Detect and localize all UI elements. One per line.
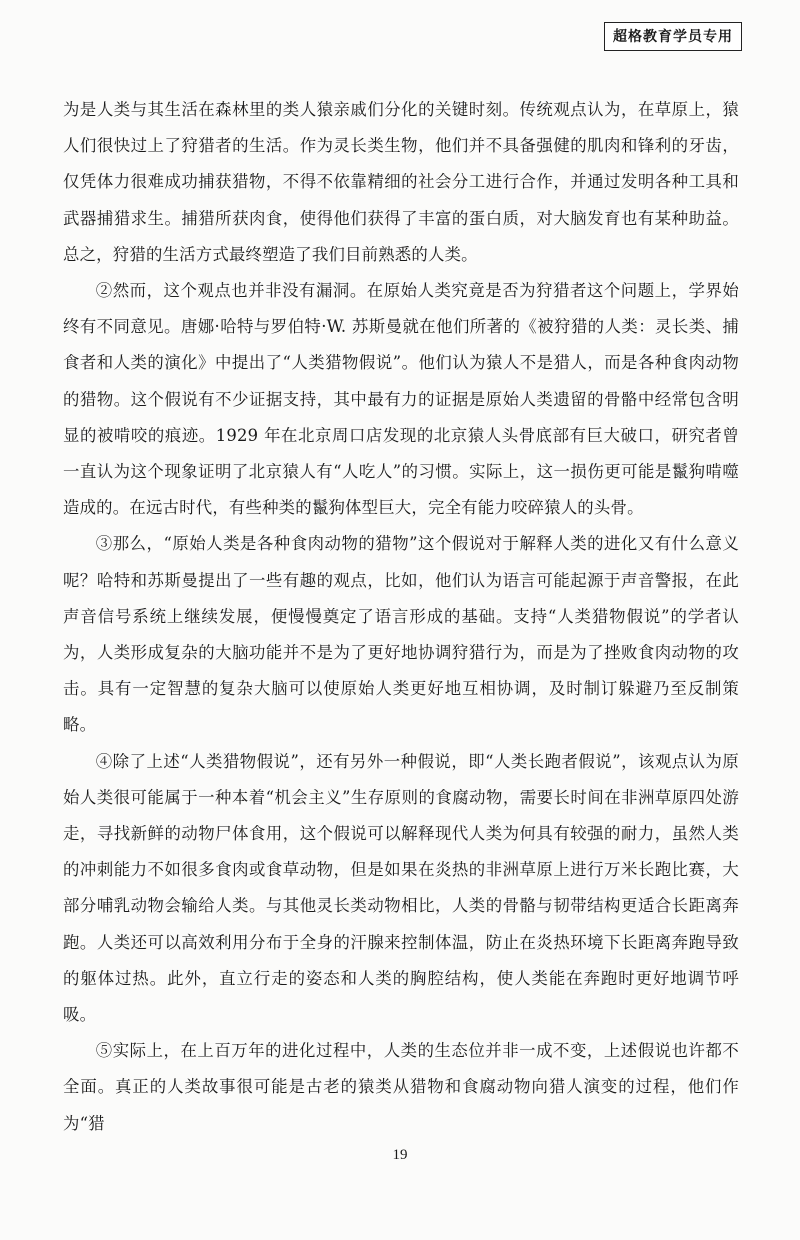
paragraph-5: ⑤实际上，在上百万年的进化过程中，人类的生态位并非一成不变，上述假说也许都不全面。真正的人类故事很可能是古老的猿类从猎物和食腐动物向猎人演变的过程，他们作为“猎 bbox=[63, 1041, 739, 1133]
header-badge: 超格教育学员专用 bbox=[604, 22, 742, 51]
article-body bbox=[63, 92, 739, 1142]
page-number: 19 bbox=[392, 1147, 408, 1163]
paragraph-3: ③那么，“原始人类是各种食肉动物的猎物”这个假说对于解释人类的进化又有什么意义呢？哈特和苏斯曼提出了一些有趣的观点，比如，他们认为语言可能起源于声音警报，在此声音信号系统上继续发展，便慢慢奠定了语言形成的基础。支持“人类猎物假说”的学者认为，人类形成复杂的大脑功能并不是为了更好地协调狩猎行为，而是为了挫败食肉动物的攻击。具有一定智慧的复杂大脑可以使原始人类更好地互相协调，及时制订躲避乃至反制策略。 bbox=[63, 534, 739, 735]
paragraph-2: ②然而，这个观点也并非没有漏洞。在原始人类究竟是否为狩猎者这个问题上，学界始终有不同意见。唐娜·哈特与罗伯特·W. 苏斯曼就在他们所著的《被狩猎的人类：灵长类、捕食者和人类的演化》中提出了“人类猎物假说”。他们认为猿人不是猎人，而是各种食肉动物的猎物。这个假说有不少证据支持，其中最有力的证据是原始人类遗留的骨骼中经常包含明显的被啃咬的痕迹。1929 年在北京周口店发现的北京猿人头骨底部有巨大破口，研究者曾一直认为这个现象证明了北京猿人有“人吃人”的习惯。实际上，这一损伤更可能是鬣狗啃噬造成的。在远古时代，有些种类的鬣狗体型巨大，完全有能力咬碎猿人的头骨。 bbox=[63, 281, 739, 518]
paragraph-4: ④除了上述“人类猎物假说”，还有另外一种假说，即“人类长跑者假说”，该观点认为原始人类很可能属于一种本着“机会主义”生存原则的食腐动物，需要长时间在非洲草原四处游走，寻找新鲜的动物尸体食用，这个假说可以解释现代人类为何具有较强的耐力，虽然人类的冲刺能力不如很多食肉或食草动物，但是如果在炎热的非洲草原上进行万米长跑比赛，大部分哺乳动物会输给人类。与其他灵长类动物相比，人类的骨骼与韧带结构更适合长距离奔跑。人类还可以高效利用分布于全身的汗腺来控制体温，防止在炎热环境下长距离奔跑导致的躯体过热。此外，直立行走的姿态和人类的胸腔结构，使人类能在奔跑时更好地调节呼吸。 bbox=[63, 751, 739, 1025]
paragraph-continued: 为是人类与其生活在森林里的类人猿亲戚们分化的关键时刻。传统观点认为，在草原上，猿人们很快过上了狩猎者的生活。作为灵长类生物，他们并不具备强健的肌肉和锋利的牙齿，仅凭体力很难成功捕获猎物，不得不依靠精细的社会分工进行合作，并通过发明各种工具和武器捕猎求生。捕猎所获肉食，使得他们获得了丰富的蛋白质，对大脑发育也有某种助益。总之，狩猎的生活方式最终塑造了我们目前熟悉的人类。 bbox=[63, 100, 739, 264]
